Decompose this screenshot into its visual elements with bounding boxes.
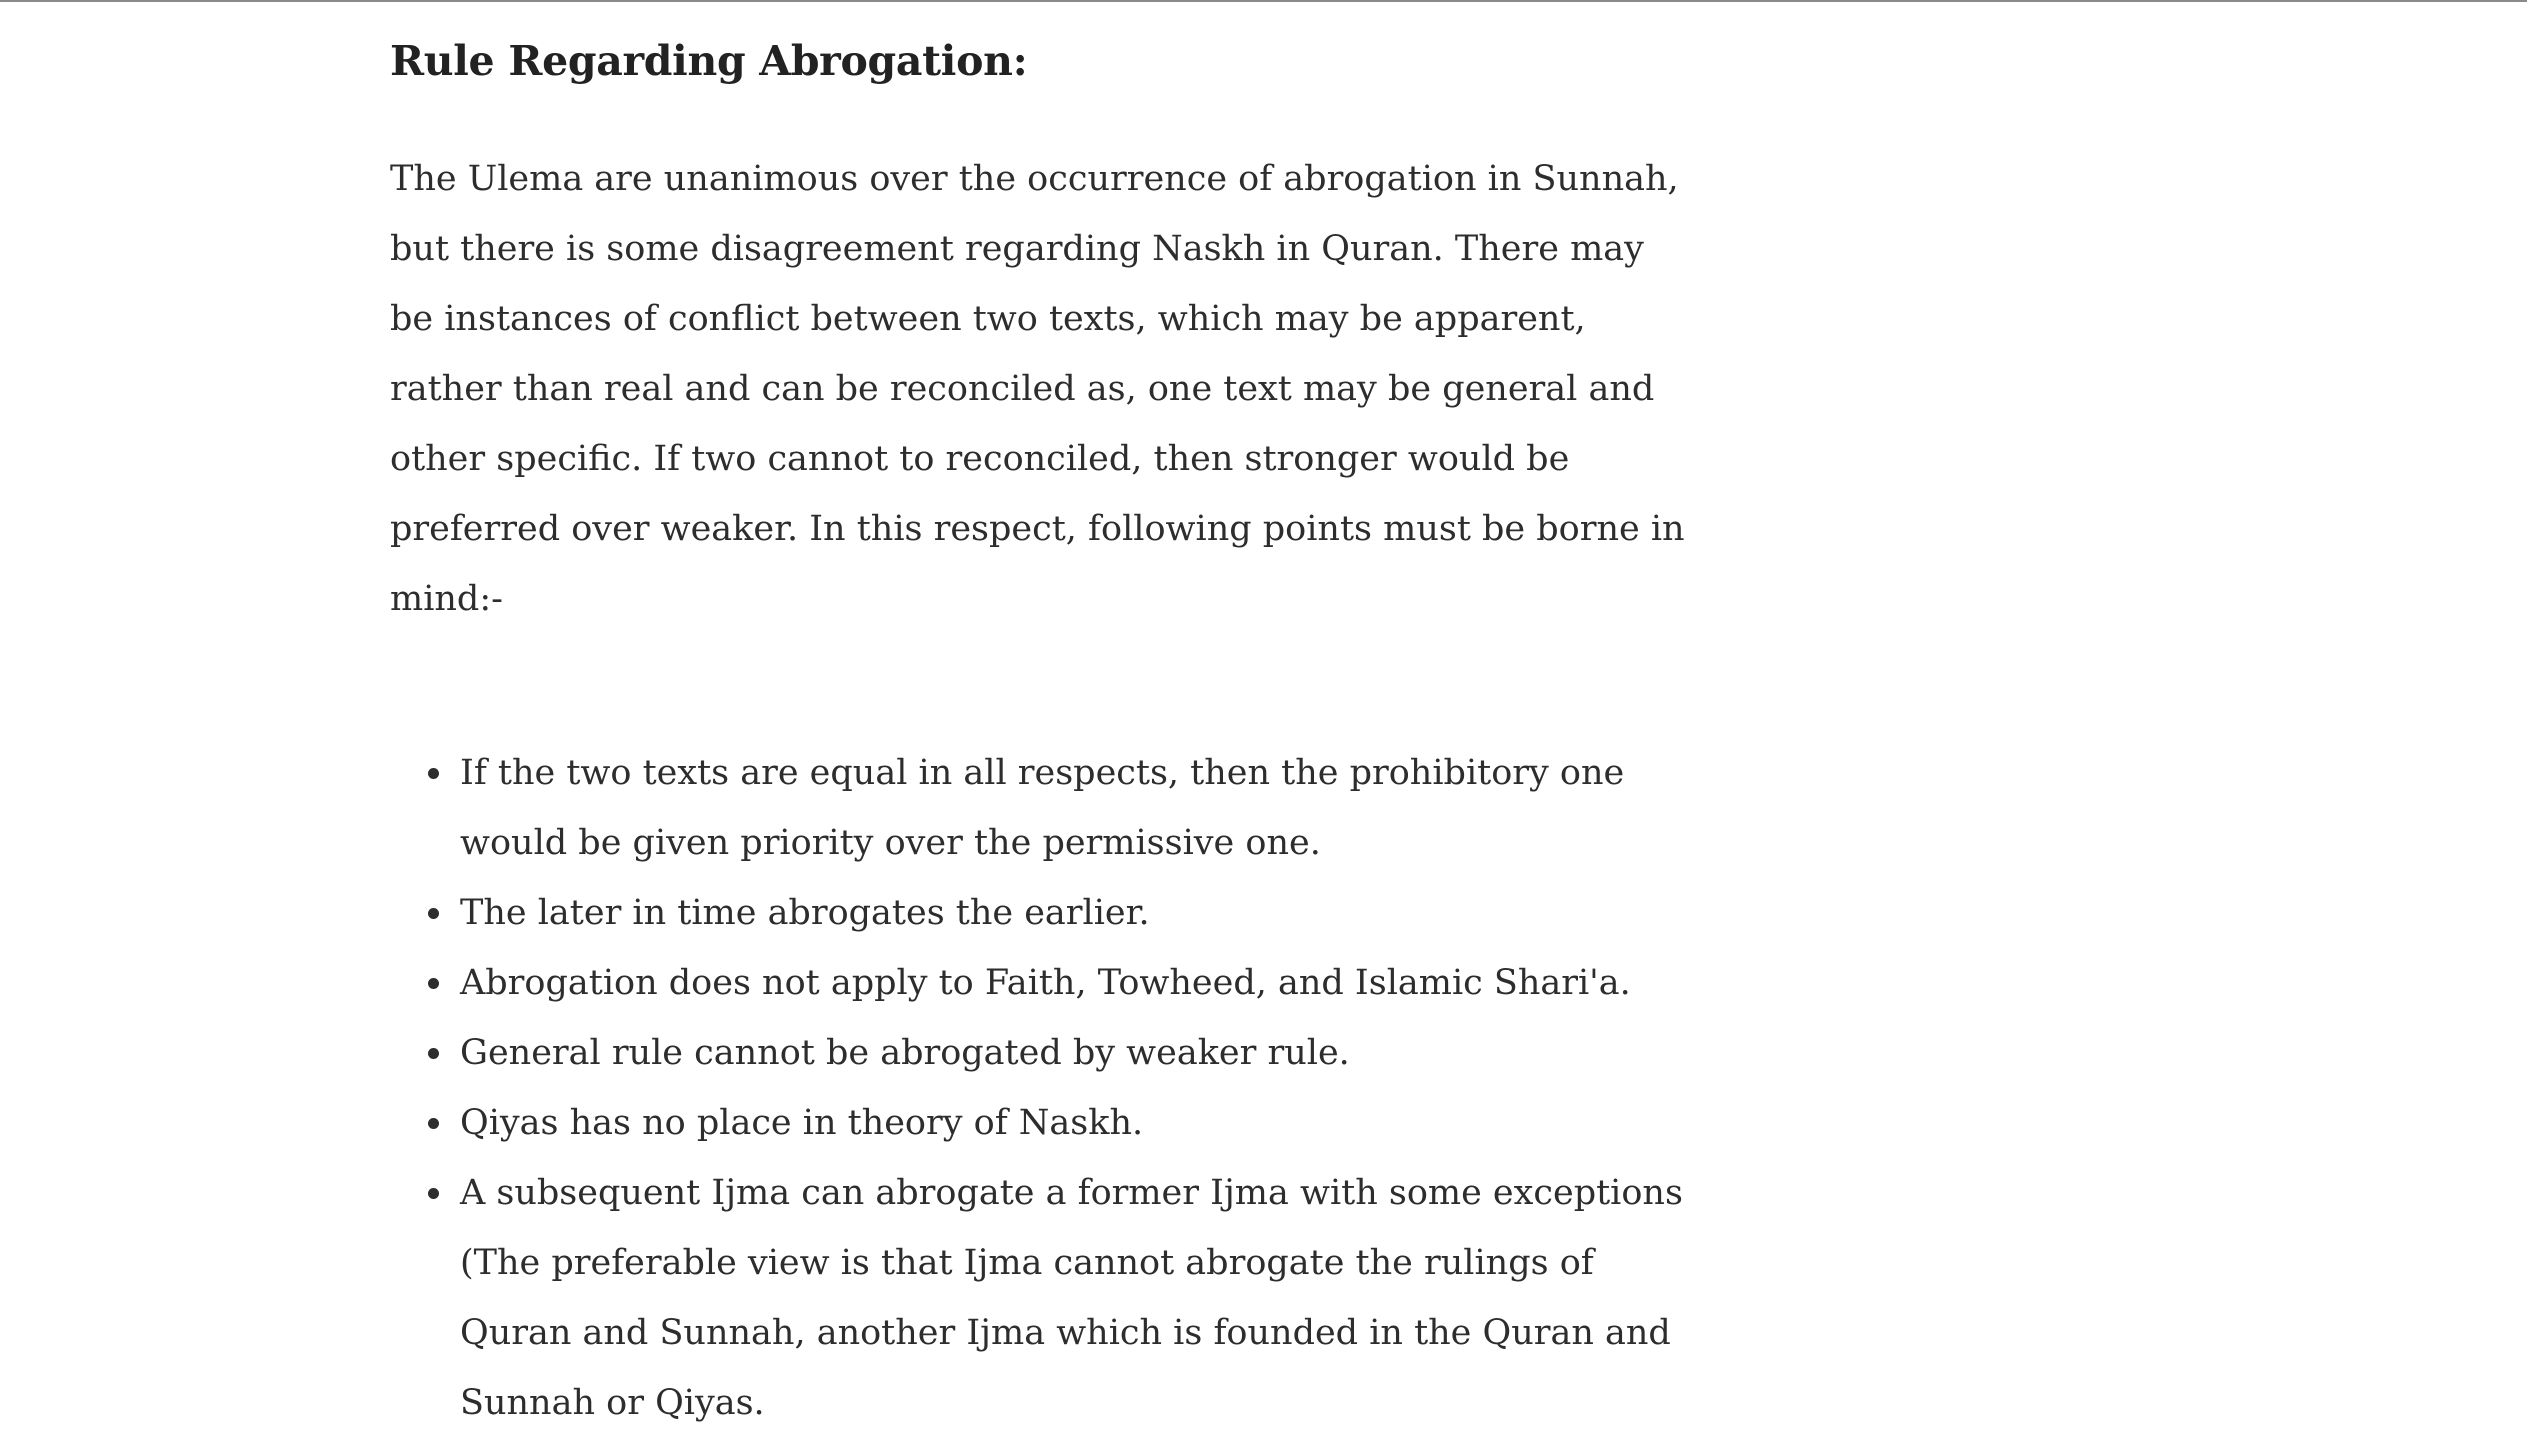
list-item-text: Abrogation does not apply to Faith, Towheed, and Islamic Shari'a. (460, 963, 1631, 1003)
list-item (460, 1088, 1700, 1158)
points-list (390, 738, 1700, 1438)
bullet-icon (428, 978, 439, 989)
bullet-icon (428, 768, 439, 779)
list-item (460, 1158, 1700, 1438)
bullet-icon (428, 908, 439, 919)
intro-paragraph: The Ulema are unanimous over the occurrence of abrogation in Sunnah, but there is some disagreement regarding Naskh in Quran. There may be instances of conflict between two texts, which may be apparent, rather than real and can be reconciled as, one text may be general and other specific. If two cannot to reconciled, then stronger would be preferred over weaker. In this respect, following points must be borne in mind:- (390, 159, 1685, 619)
list-item-text: Qiyas has no place in theory of Naskh. (460, 1103, 1144, 1143)
list-item-text: A subsequent Ijma can abrogate a former Ijma with some exceptions (The preferable view is that Ijma cannot abrogate the rulings of Quran and Sunnah, another Ijma which is founded in the Quran and Sunnah or Qiyas. (460, 1173, 1683, 1423)
top-divider (0, 0, 2527, 2)
section-heading: Rule Regarding Abrogation: (390, 37, 1028, 85)
bullet-icon (428, 1048, 439, 1059)
article-body (390, 30, 1690, 1438)
list-item (460, 948, 1700, 1018)
list-item (460, 878, 1700, 948)
bullet-icon (428, 1118, 439, 1129)
bullet-icon (428, 1188, 439, 1199)
list-item-text: If the two texts are equal in all respects, then the prohibitory one would be given priority over the permissive one. (460, 753, 1625, 863)
list-item (460, 738, 1700, 878)
list-item-text: The later in time abrogates the earlier. (460, 893, 1150, 933)
list-item (460, 1018, 1700, 1088)
list-item-text: General rule cannot be abrogated by weaker rule. (460, 1033, 1350, 1073)
